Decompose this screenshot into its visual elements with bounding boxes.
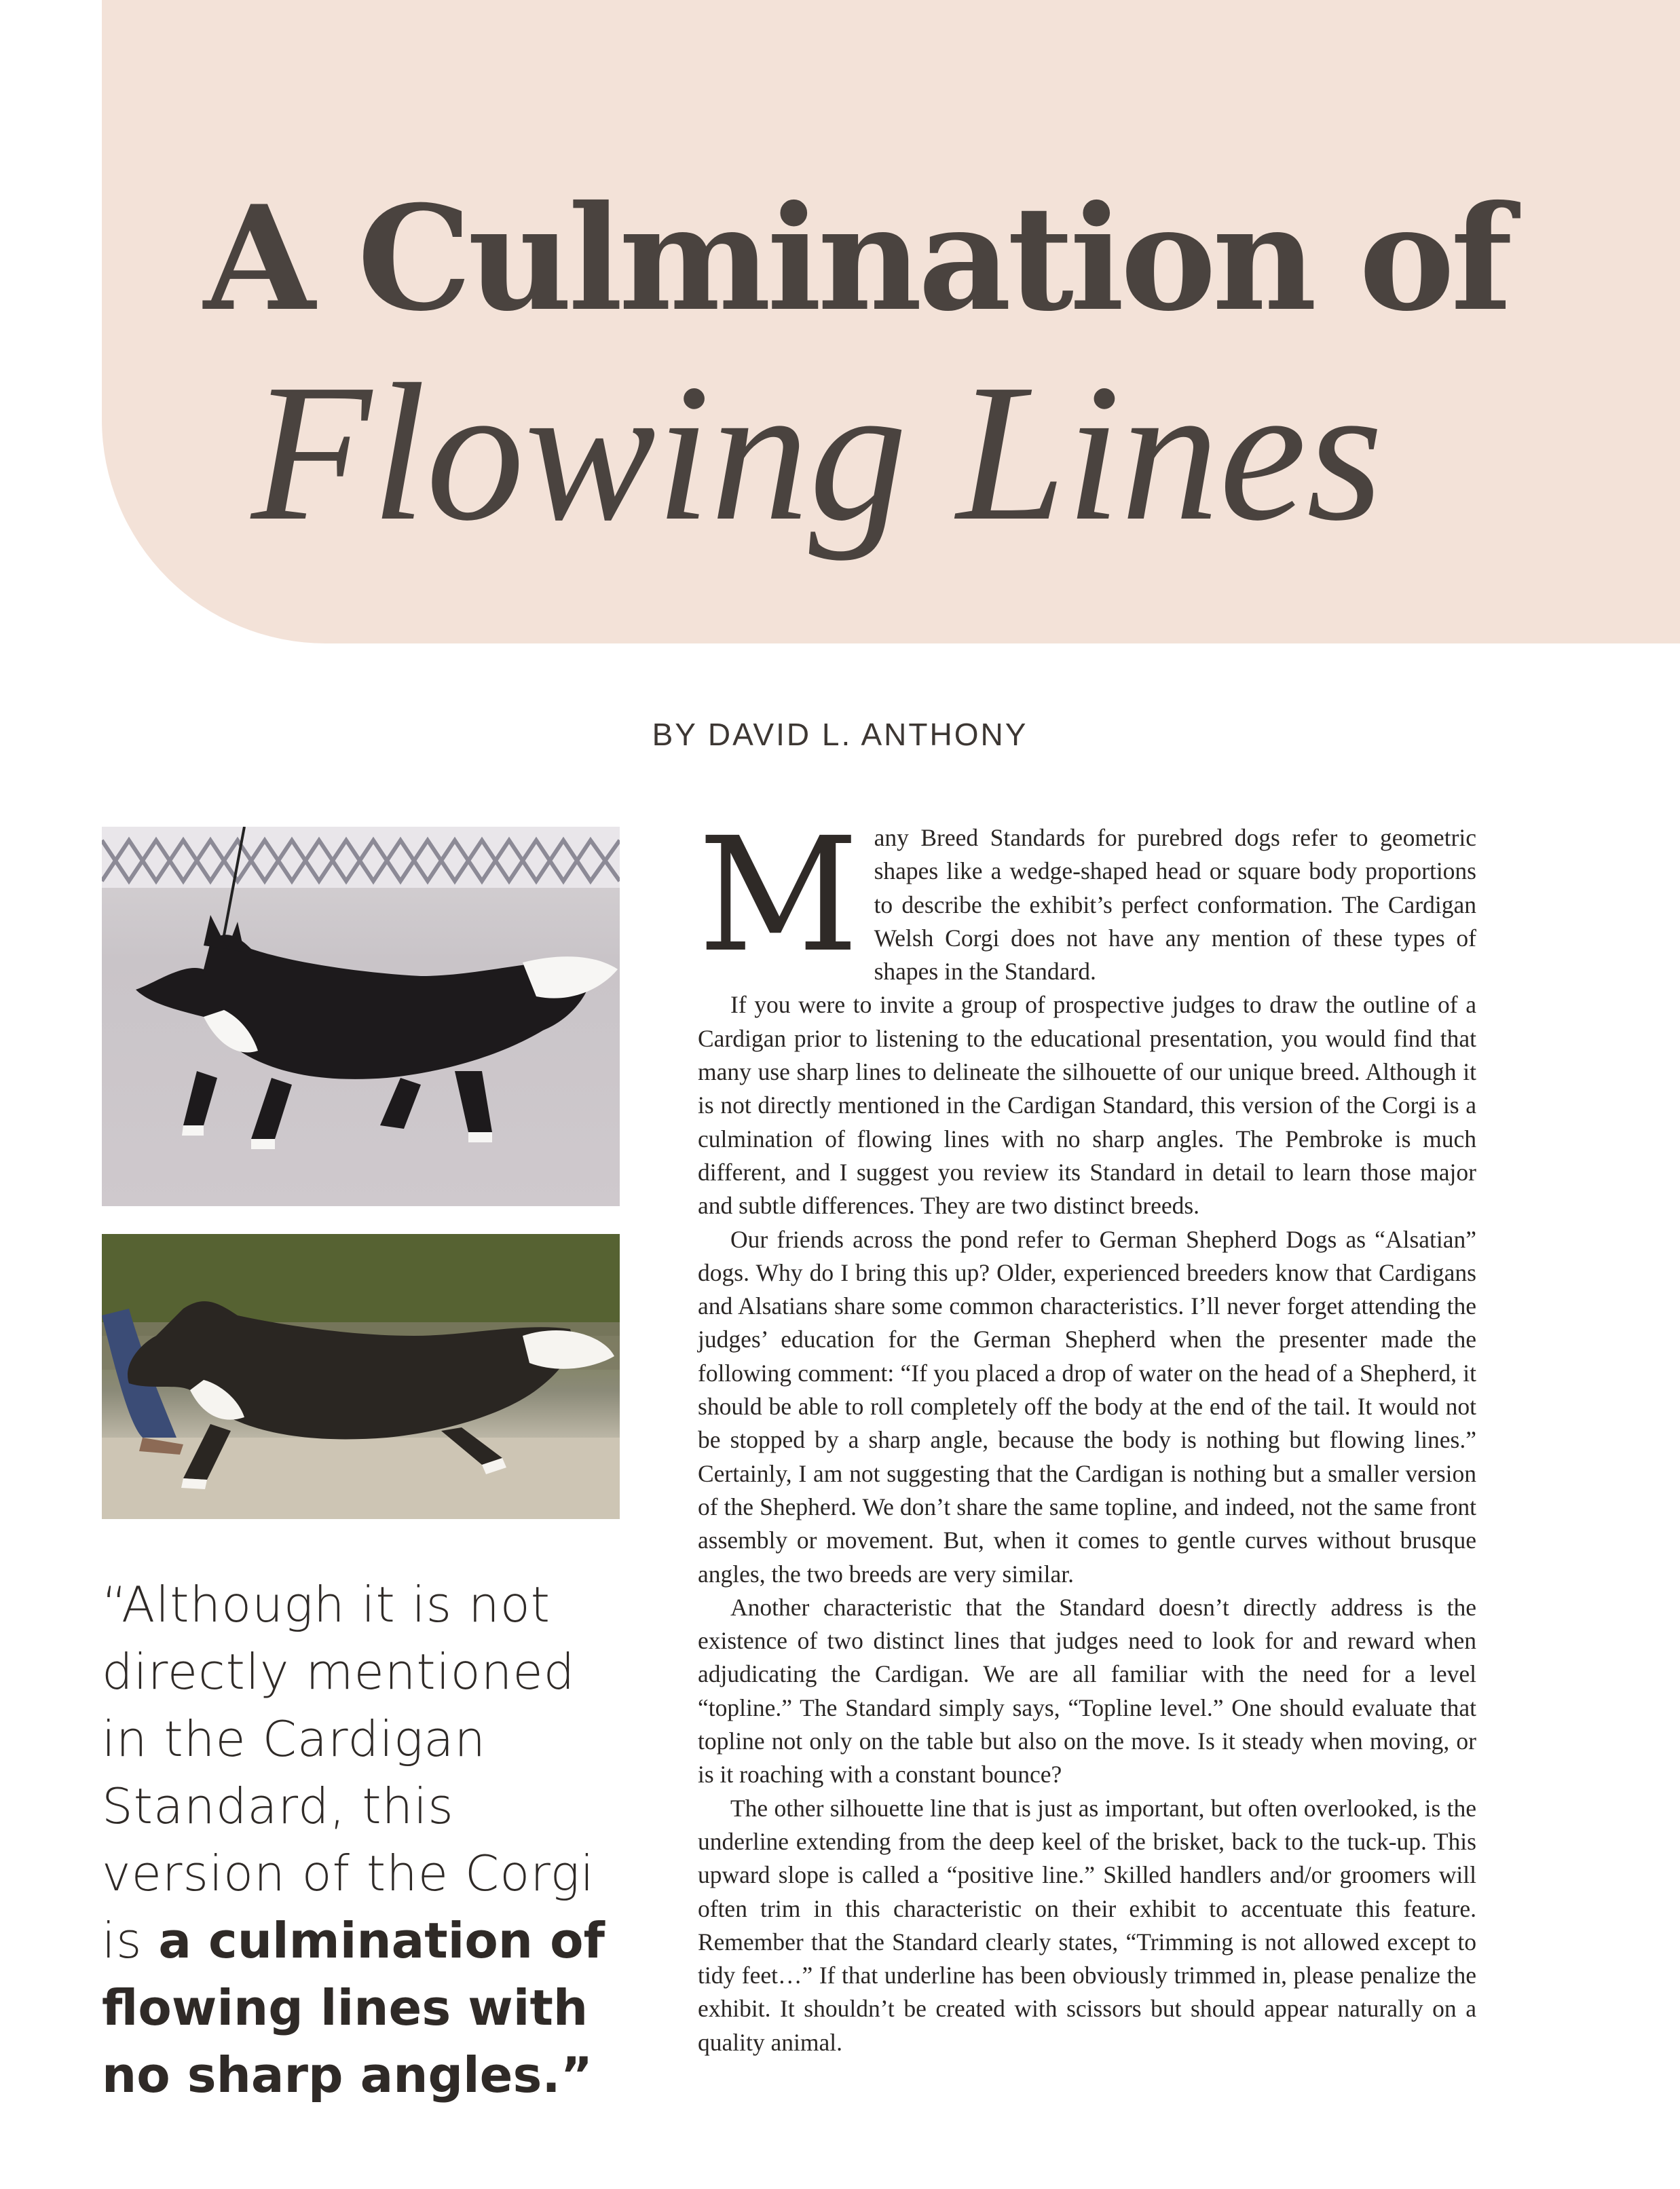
byline: BY DAVID L. ANTHONY — [652, 717, 1028, 752]
article-paragraph-1-text: any Breed Standards for purebred dogs refer to geometric shapes like a wedge-shaped head or square body proportions to describe the exhibit’s perfect conformation. The Cardigan Welsh Corgi does not have any mention of these types of shapes in the Standard. — [874, 824, 1476, 986]
article-body — [698, 804, 1476, 2059]
title-line-1: A Culmination of — [204, 174, 1509, 343]
title-line-2: Flowing Lines — [251, 343, 1383, 561]
corgi-photo-2 — [102, 1234, 620, 1519]
drop-cap: M — [698, 804, 859, 987]
pull-quote-emphasis: a culmination of flowing lines with no sharp angles.” — [102, 1912, 605, 2103]
corgi-photo-1 — [102, 827, 620, 1206]
pull-quote-lead: “Although it is not directly mentioned in the Cardigan Standard, this version of the Corgi is — [102, 1576, 595, 1969]
dog-photo-icon — [102, 827, 620, 1206]
dog-photo-icon — [102, 1234, 620, 1519]
article-paragraph-1 — [698, 804, 1476, 988]
article-paragraph-3: Our friends across the pond refer to German Shepherd Dogs as “Alsatian” dogs. Why do I bring this up? Older, experienced breeders know that Cardigans and Alsatians share some common characteristics. I’ll never forget attending the judges’ education for the German Shepherd when the presenter made the following comment: “If you placed a drop of water on the head of a Shepherd, it should be able to roll completely off the body at the end of the tail. It would not be stopped by a sharp angle, because the body is nothing but flowing lines.” Certainly, I am not suggesting that the Cardigan is nothing but a smaller version of the Shepherd. We don’t share the same topline, and indeed, not the same front assembly or movement. But, when it comes to gentle curves without brusque angles, the two breeds are very similar. — [698, 1225, 1476, 1588]
pull-quote — [102, 1571, 631, 2109]
article-paragraph-4: Another characteristic that the Standard doesn’t directly address is the existence of two distinct lines that judges need to look for and reward when adjudicating the Cardigan. We are all familiar with the need for a level “topline.” The Standard simply says, “Topline level.” One should evaluate that topline not only on the table but also on the move. Is it steady when moving, or is it roaching with a constant bounce? — [698, 1593, 1476, 1789]
article-paragraph-5: The other silhouette line that is just as important, but often overlooked, is the underline extending from the deep keel of the brisket, back to the tuck-up. This upward slope is called a “positive line.” Skilled handlers and/or groomers will often trim in this characteristic on their exhibit to accentuate this feature. Remember that the Standard clearly states, “Trimming is not allowed except to tidy feet…” If that underline has been obviously trimmed in, please penalize the exhibit. It shouldn’t be created with scissors but should appear naturally on a quality animal. — [698, 1794, 1476, 2056]
article-paragraph-2: If you were to invite a group of prospective judges to draw the outline of a Cardigan prior to listening to the educational presentation, you would find that many use sharp lines to delineate the silhouette of our unique breed. Although it is not directly mentioned in the Cardigan Standard, this version of the Corgi is a culmination of flowing lines with no sharp angles. The Pembroke is much different, and I suggest you review its Standard in detail to learn those major and subtle differences. They are two distinct breeds. — [698, 991, 1476, 1220]
